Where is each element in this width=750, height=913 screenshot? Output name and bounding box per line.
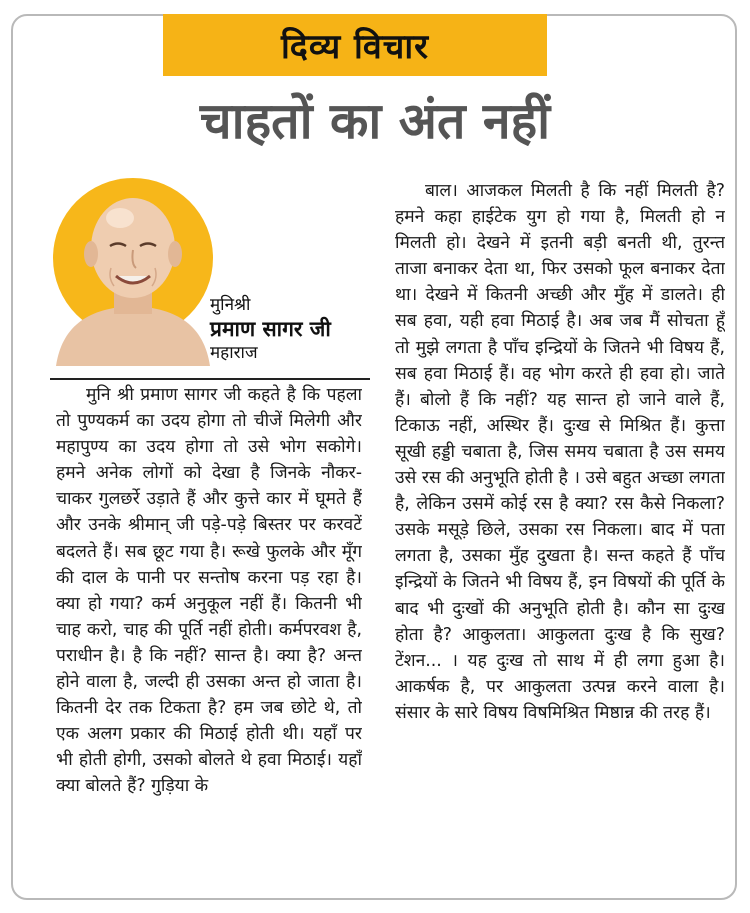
column-divider-rule <box>50 378 370 380</box>
section-label-text: दिव्य विचार <box>280 27 430 67</box>
author-suffix: महाराज <box>210 343 258 363</box>
article-left-column <box>56 382 362 886</box>
author-caption <box>210 294 331 364</box>
left-column-text: मुनि श्री प्रमाण सागर जी कहते है कि पहला तो पुण्यकर्म का उदय होगा तो चीजें मिलेगी और महापुण्य का उदय होगा तो उसे भोग सकोगे। हमने अनेक लोगों को देखा है जिनके नौकर-चाकर गुलछर्रे उड़ाते हैं और कुत्ते कार में घूमते हैं और उनके श्रीमान् जी पड़े-पड़े बिस्तर पर करवटें बदलते हैं। सब छूट गया है। रूखे फुलके और मूँग की दाल के पानी पर सन्तोष करना पड़ रहा है। क्या हो गया? कर्म अनुकूल नहीं हैं। कितनी भी चाह करो, चाह की पूर्ति नहीं होती। कर्मपरवश है, पराधीन है। है कि नहीं? सान्त है। क्या है? अन्त होने वाला है, जल्दी ही उसका अन्त हो जाता है। कितनी देर तक टिकता है? हम जब छोटे थे, तो एक अलग प्रकार की मिठाई होती थी। यहाँ पर भी होती होगी, उसको बोलते थे हवा मिठाई। यहाँ क्या बोलते हैं? गुड़िया के <box>56 385 362 797</box>
author-name: प्रमाण सागर जी <box>210 317 331 341</box>
portrait-head-shine <box>106 208 134 228</box>
author-portrait <box>48 176 218 366</box>
portrait-right-ear <box>168 241 182 267</box>
article-right-column <box>395 178 725 888</box>
author-title: मुनिश्री <box>210 295 251 315</box>
right-column-text: बाल। आजकल मिलती है कि नहीं मिलती है? हमने कहा हाईटेक युग हो गया है, मिलती हो न मिलती हो। देखने में इतनी बड़ी बनती थी, तुरन्त ताजा बनाकर देता था, फिर उसको फूल बनाकर देता था। देखने में कितनी अच्छी और मुँह में डालते। ही सब हवा, यही हवा मिठाई है। अब जब मैं सोचता हूँ तो मुझे लगता है पाँच इन्द्रियों के जितने भी विषय हैं, सब हवा मिठाई हैं। वह भोग करते ही हवा हो। जाते हैं। बोलो हैं कि नहीं? यह सान्त हो जाने वाले हैं, टिकाऊ नहीं, अस्थिर हैं। दुःख से मिश्रित हैं। कुत्ता सूखी हड्डी चबाता है, जिस समय चबाता है उस समय उसे रस की अनुभूति होती है । उसे बहुत अच्छा लगता है, लेकिन उसमें कोई रस है क्या? रस कैसे निकला? उसके मसूड़े छिले, उसका रस निकला। बाद में पता लगता है, उसका मुँह दुखता है। सन्त कहते हैं पाँच इन्द्रियों के जितने भी विषय हैं, इन विषयों की पूर्ति के बाद भी दुःखों की अनुभूति होती है। कौन सा दुःख होता है? आकुलता। आकुलता दुःख है कि सुख? टेंशन... । यह दुःख तो साथ में ही लगा हुआ है। आकर्षक है, पर आकुलता उत्पन्न करने वाला है। संसार के सारे विषय विषमिश्रित मिष्ठान्न की तरह हैं। <box>395 181 725 723</box>
section-label <box>163 14 547 76</box>
portrait-left-ear <box>84 241 98 267</box>
headline: चाहतों का अंत नहीं <box>199 92 551 150</box>
